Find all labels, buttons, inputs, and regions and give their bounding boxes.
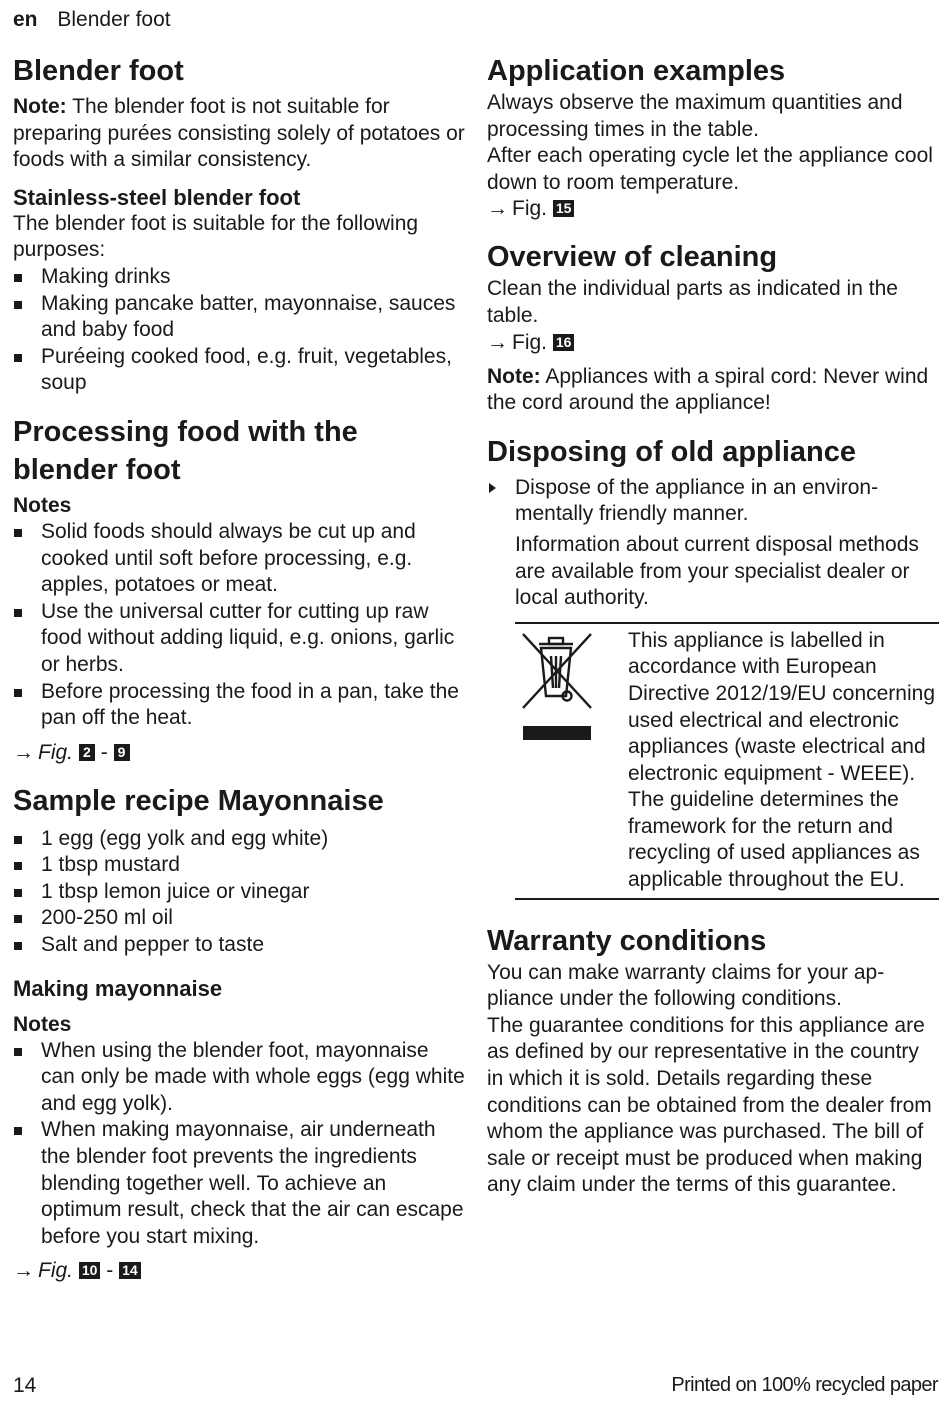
running-header [13,8,171,32]
list-item: Making pancake batter, mayonnaise, sauces and baby food [13,291,465,344]
weee-box [515,622,939,900]
section-title-overview-cleaning: Overview of cleaning [487,241,778,274]
weee-paragraph: The guideline determines the framework for the return and recycling of used appliances as applicable throughout the EU. [628,788,920,892]
weee-crossed-bin-icon [515,628,628,894]
fig-range-separator: - [106,1259,114,1283]
list-item: 1 tbsp lemon juice or vinegar [13,879,465,906]
right-column [487,52,939,1199]
notes-heading: Notes [13,493,72,517]
note-text: Appliances with a spiral cord: Never wind the cord around the appliance! [487,364,929,415]
section-title-application-examples: Application examples [487,55,786,87]
list-item: 1 egg (egg yolk and egg white) [13,826,465,853]
list-item: Making drinks [13,264,465,291]
list-item: Before processing the food in a pan, take the pan off the heat. [13,679,465,732]
paragraph: The guarantee conditions for this appliance are as defined by our representative in the country in which it is sold. Details regarding these conditions can be obtained from the dealer from whom the appliance was purchased. The bill of sale or receipt must be produced when making any claim under the terms of this guarantee. [487,1013,932,1197]
fig-number-badge: 14 [119,1262,141,1279]
arrow-right-icon: → [13,1259,34,1283]
weee-paragraph: This appliance is labelled in accordance with European Directive 2012/19/EU concerning used electrical and electronic appliances (waste electrical and electronic equipment - WEEE). [628,628,936,785]
fig-number-badge: 16 [553,334,575,351]
ingredients-list [13,826,465,959]
list-item: Solid foods should always be cut up and cooked until soft before processing, e.g. apples, potatoes or meat. [13,519,465,599]
disposal-info: Information about current disposal methods are available from your specialist dealer or local authority. [515,532,919,610]
action-step: Dispose of the appliance in an environmentally friendly manner. [487,475,939,528]
section-title-sample-recipe: Sample recipe Mayonnaise [13,784,384,817]
fig-label: Fig. [512,330,548,354]
fig-label: Fig. [38,740,74,764]
note-text: The blender foot is not suitable for preparing purées consisting solely of potatoes or foods with a similar consistency. [13,95,465,172]
fig-label: Fig. [512,197,548,221]
fig-range-separator: - [100,740,108,764]
arrow-right-icon: → [487,330,508,354]
left-column [13,52,465,1284]
processing-notes-list [13,519,465,732]
list-item: 1 tbsp mustard [13,852,465,879]
note-label: Note: [13,95,67,118]
paragraph: You can make warranty claims for your appliance under the following conditions. [487,960,885,1011]
fig-number-badge: 15 [553,200,575,217]
list-item: When using the blender foot, mayonnaise can only be made with whole eggs (egg white and egg yolk). [13,1038,465,1118]
section-title-warranty: Warranty conditions [487,924,767,957]
arrow-right-icon: → [487,197,508,221]
fig-number-badge: 2 [79,744,95,761]
figure-reference [13,740,465,766]
language-code: en [13,8,38,31]
section-title-processing: Processing food with the blender foot [13,415,358,486]
figure-reference [487,196,939,222]
fig-number-badge: 10 [79,1262,101,1279]
list-item: 200-250 ml oil [13,905,465,932]
fig-number-badge: 9 [114,744,130,761]
mayonnaise-notes-list [13,1038,465,1251]
recycled-paper-note: Printed on 100% recycled paper [671,1374,938,1396]
weee-text [628,628,939,894]
list-item: When making mayonnaise, air underneath the blender foot prevents the ingredients blending together well. To achieve an optimum result, check that the air can escape before you start mixing. [13,1117,465,1250]
paragraph: Always observe the maximum quantities and processing times in the table. [487,91,903,141]
list-item: Puréeing cooked food, e.g. fruit, vegetables, soup [13,344,465,397]
note-paragraph [13,94,465,174]
page-number: 14 [13,1374,37,1397]
figure-reference [487,330,939,356]
list-item: Use the universal cutter for cutting up raw food without adding liquid, e.g. onions, garlic or herbs. [13,599,465,679]
subheading-making-mayonnaise: Making mayonnaise [13,975,223,1001]
paragraph: After each operating cycle let the appliance cool down to room temperature. [487,144,933,194]
uses-list [13,264,465,397]
section-title-blender-foot: Blender foot [13,55,184,87]
list-item: Salt and pepper to taste [13,932,465,959]
note-label: Note: [487,364,541,388]
note-paragraph [487,364,939,417]
figure-reference [13,1258,465,1284]
arrow-right-icon: → [13,740,34,764]
paragraph: Clean the individual parts as indicated in the table. [487,277,898,327]
subheading-stainless-steel: Stainless-steel blender foot [13,184,301,210]
running-header-title: Blender foot [57,8,171,31]
notes-heading: Notes [13,1012,72,1036]
intro-paragraph: The blender foot is suitable for the following purposes: [13,211,419,262]
fig-label: Fig. [38,1259,74,1283]
section-title-disposing: Disposing of old appliance [487,435,856,468]
